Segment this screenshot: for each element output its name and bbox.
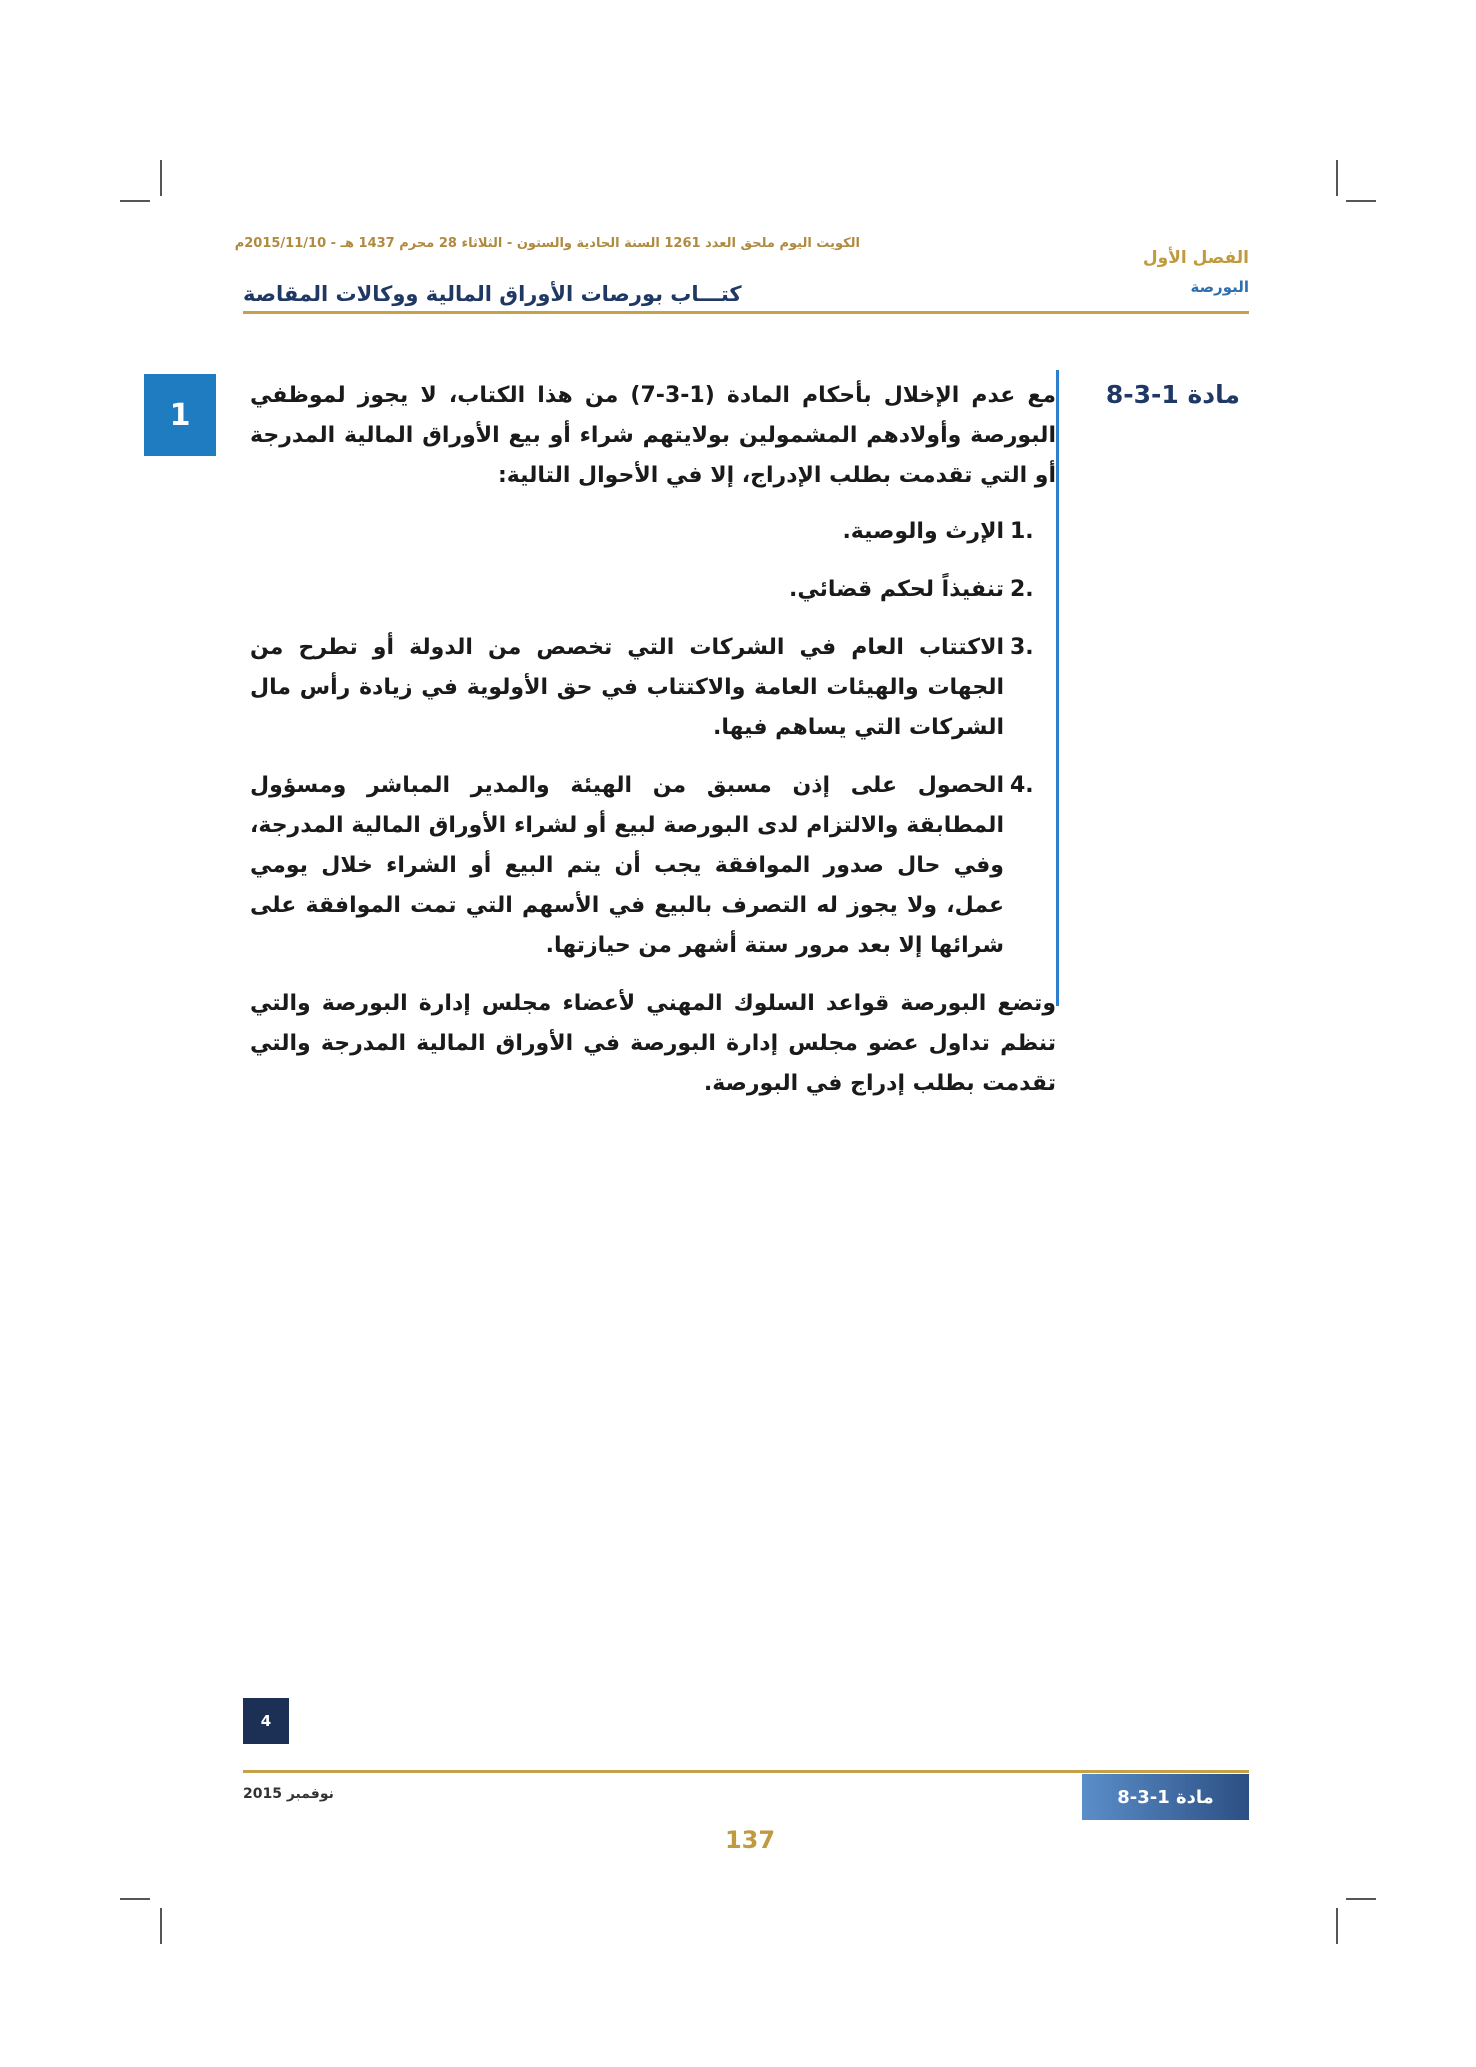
list-item-text: الاكتتاب العام في الشركات التي تخصص من الدولة أو تطرح من الجهات والهيئات العامة والاكتتاب في حق الأولوية في زيادة رأس مال الشركات التي يساهم فيها.	[250, 635, 1004, 740]
book-title: كتـــاب بورصات الأوراق المالية ووكالات المقاصة	[243, 282, 742, 306]
crop-mark	[1346, 200, 1376, 202]
header-rule	[243, 311, 1249, 314]
list-item	[250, 512, 1056, 552]
crop-mark	[120, 200, 150, 202]
list-item-text: الإرث والوصية.	[842, 519, 1004, 544]
article-divider	[1056, 370, 1059, 1006]
chapter-label: الفصل الأول	[1142, 248, 1249, 268]
list-item-number: 3.	[1010, 635, 1034, 660]
article-number: مادة 1-3-8	[1105, 380, 1240, 409]
list-item-text: تنفيذاً لحكم قضائي.	[788, 577, 1004, 602]
gazette-line: الكويت اليوم ملحق العدد 1261 السنة الحادية والستون - الثلاثاء 28 محرم 1437 هـ - 2015/11/10م	[234, 236, 860, 251]
footer-rule	[243, 1770, 1249, 1773]
crop-mark	[120, 1898, 150, 1900]
list-item-number: 2.	[1010, 577, 1034, 602]
page-number: 137	[724, 1826, 776, 1854]
footer-badge-label: مادة 1-3-8	[1117, 1786, 1214, 1808]
list-item-text: الحصول على إذن مسبق من الهيئة والمدير المباشر ومسؤول المطابقة والالتزام لدى البورصة لبيع أو لشراء الأوراق المالية المدرجة، وفي حال صدور الموافقة يجب أن يتم البيع أو الشراء خلال يومي عمل، ولا يجوز له التصرف بالبيع في الأسهم التي تمت الموافقة على شرائها إلا بعد مرور ستة أشهر من حيازتها.	[250, 773, 1004, 958]
page-box-number: 4	[260, 1712, 272, 1730]
chapter-tab-number: 1	[169, 397, 191, 433]
section-label: البورصة	[1190, 278, 1249, 296]
article-closing: وتضع البورصة قواعد السلوك المهني لأعضاء مجلس إدارة البورصة والتي تنظم تداول عضو مجلس إدارة البورصة في الأوراق المالية المدرجة والتي تقدمت بطلب إدراج في البورصة.	[250, 991, 1056, 1096]
crop-mark	[160, 1908, 162, 1944]
footer-article-badge	[1082, 1774, 1249, 1820]
crop-mark	[1336, 1908, 1338, 1944]
conditions-list	[250, 512, 1056, 966]
list-item	[250, 628, 1056, 748]
page-box	[243, 1698, 289, 1744]
list-item	[250, 766, 1056, 966]
list-item-number: 4.	[1010, 773, 1034, 798]
footer-date: نوفمبر 2015	[243, 1786, 334, 1802]
article-intro: مع عدم الإخلال بأحكام المادة (1-3-7) من هذا الكتاب، لا يجوز لموظفي البورصة وأولادهم المشمولين بولايتهم شراء أو بيع الأوراق المالية المدرجة أو التي تقدمت بطلب الإدراج، إلا في الأحوال التالية:	[250, 383, 1057, 488]
crop-mark	[1346, 1898, 1376, 1900]
list-item-number: 1.	[1010, 519, 1034, 544]
crop-mark	[1336, 160, 1338, 196]
crop-mark	[160, 160, 162, 196]
list-item	[250, 570, 1056, 610]
chapter-tab	[144, 374, 216, 456]
article-body	[250, 376, 1056, 1120]
